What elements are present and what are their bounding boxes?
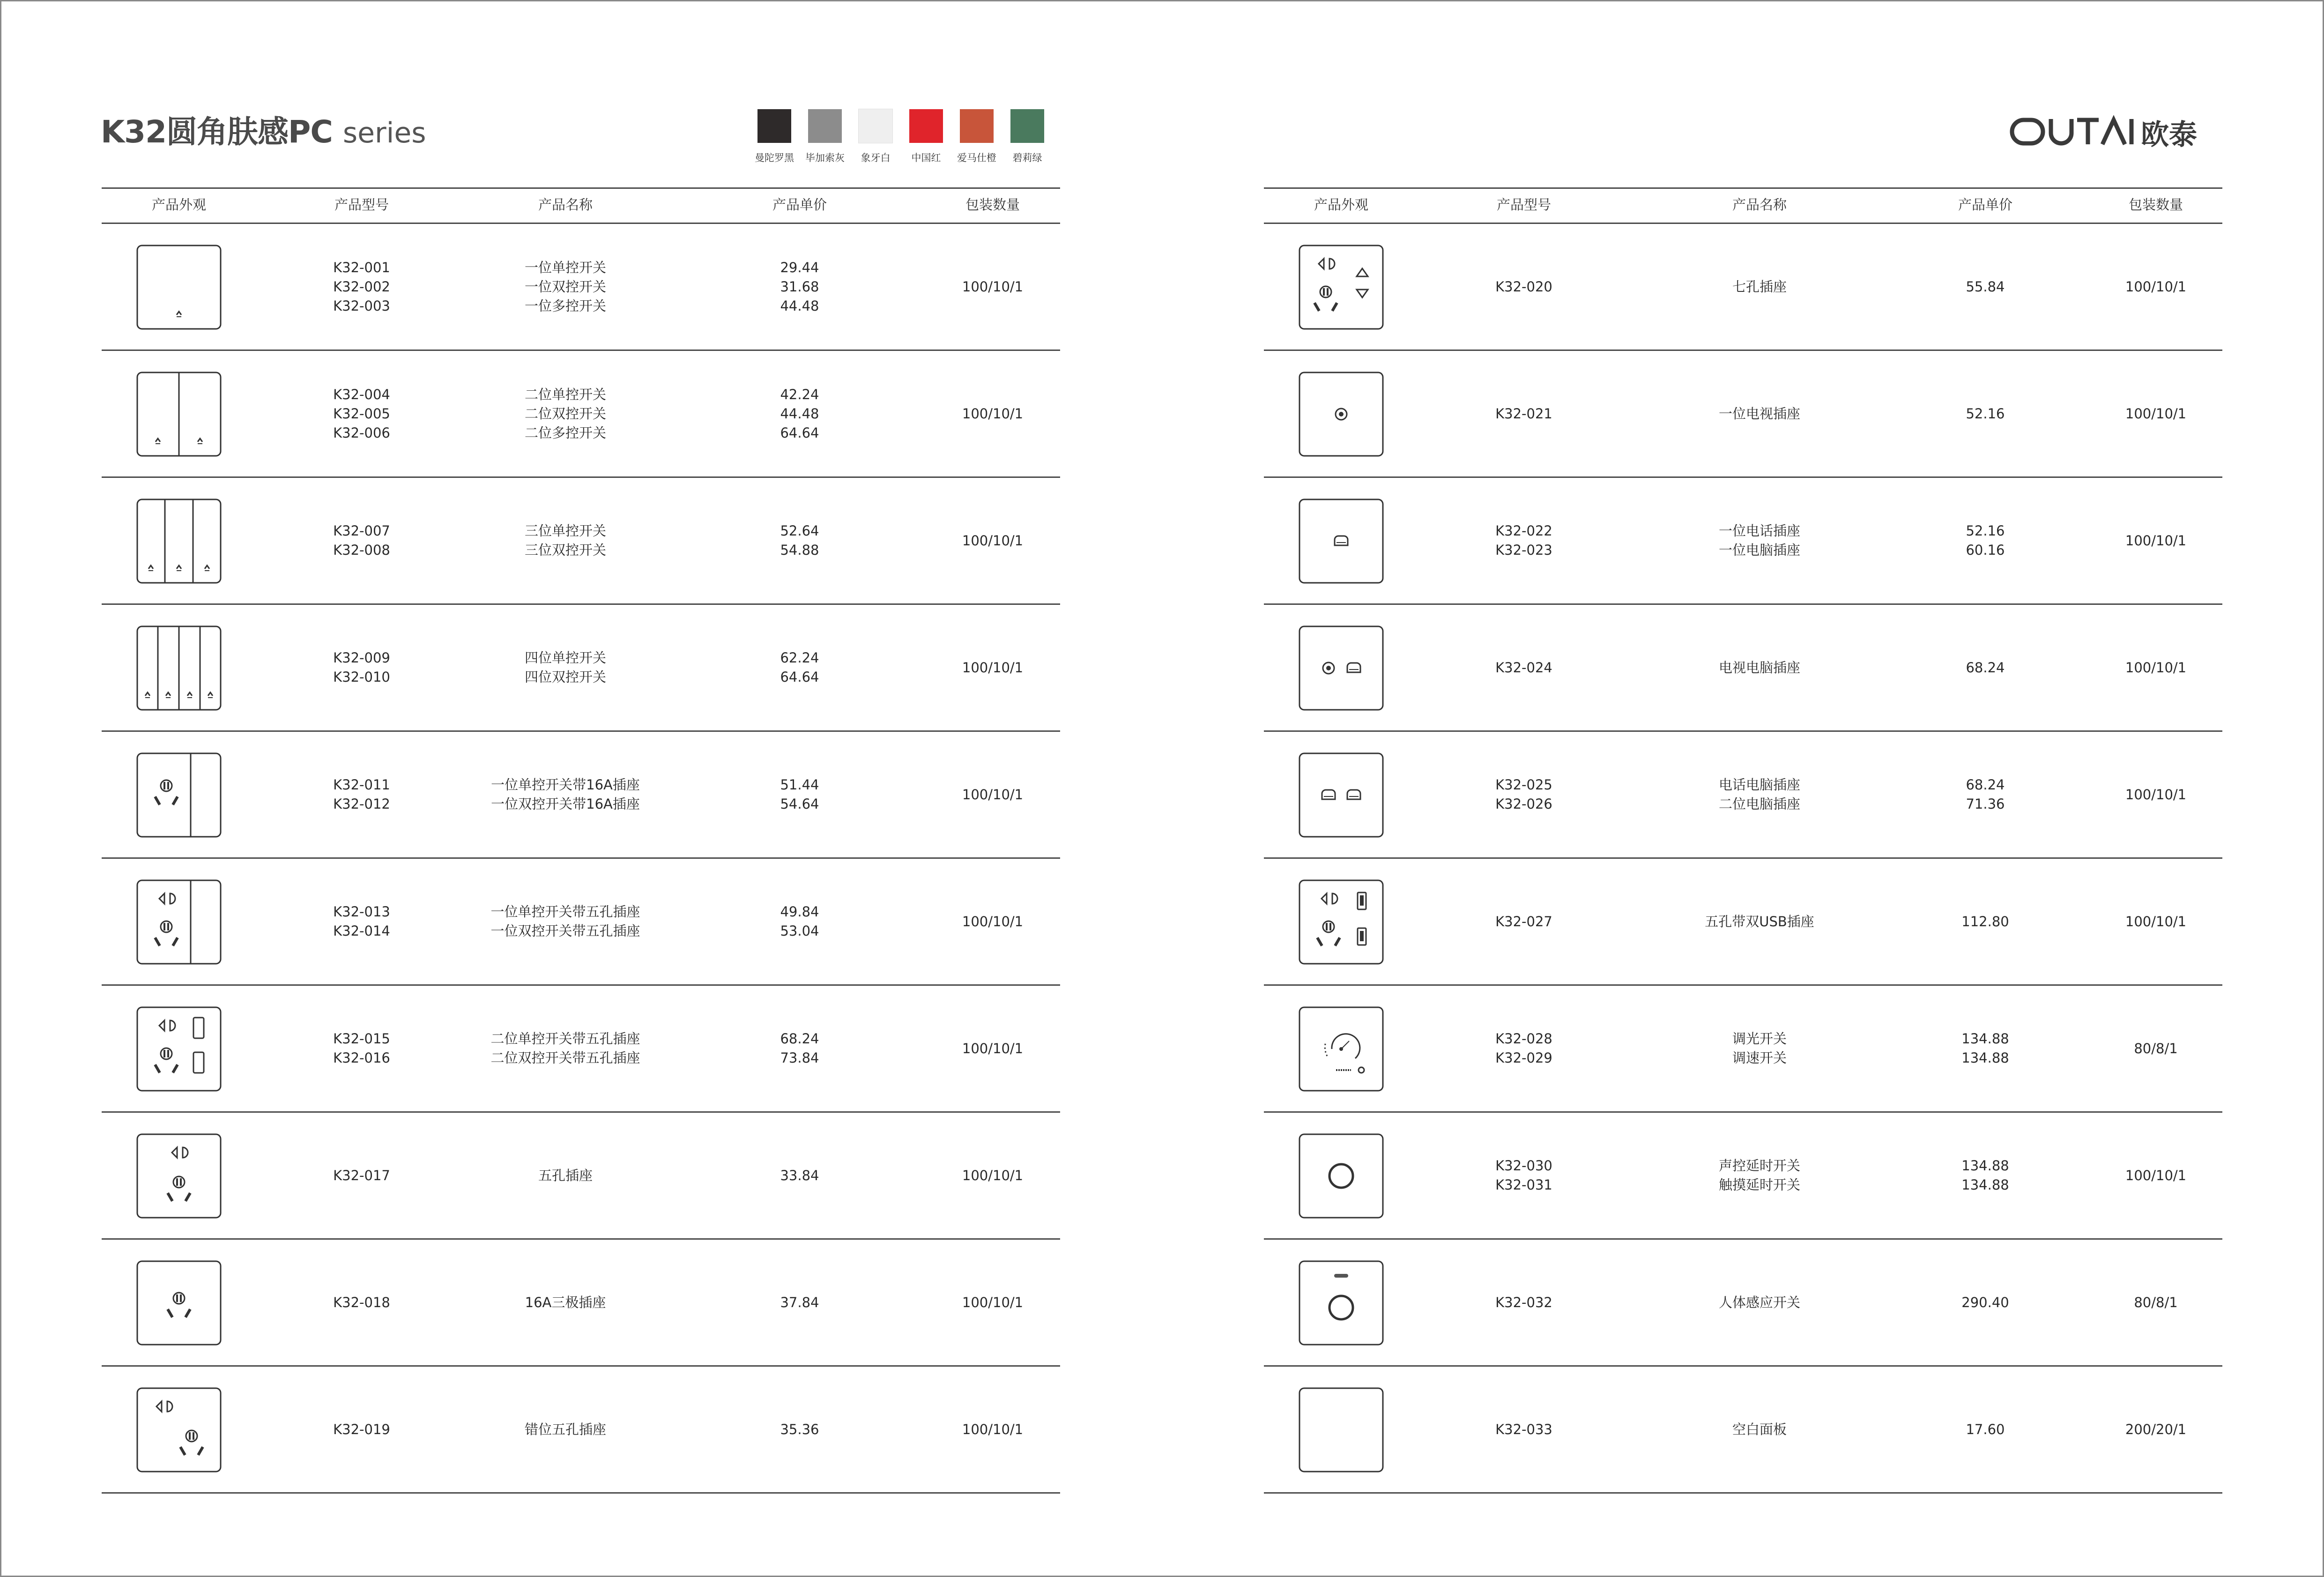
column-header: 包装数量	[965, 197, 1020, 213]
product-name: 三位双控开关	[524, 542, 607, 558]
swatch-label: 曼陀罗黑	[755, 152, 794, 164]
package-qty: 100/10/1	[2125, 405, 2187, 422]
product-name: 五孔带双USB插座	[1705, 913, 1814, 930]
switch-4-icon	[134, 624, 223, 713]
product-model: K32-024	[1495, 659, 1552, 676]
model-cell	[1495, 478, 1552, 603]
product-model: K32-019	[333, 1421, 390, 1437]
product-price: 42.24	[780, 386, 819, 402]
model-cell	[1495, 1113, 1552, 1238]
product-name: 声控延时开关	[1718, 1158, 1801, 1174]
product-name: 四位单控开关	[524, 650, 607, 666]
product-model: K32-012	[333, 796, 390, 812]
column-header: 产品型号	[1496, 197, 1552, 213]
product-price: 37.84	[780, 1294, 819, 1310]
product-model: K32-015	[333, 1031, 390, 1047]
tv-pc-icon	[1297, 624, 1386, 713]
product-model: K32-010	[333, 669, 390, 685]
price-cell	[1966, 1367, 2005, 1492]
product-price: 17.60	[1966, 1421, 2005, 1437]
price-cell	[1961, 1240, 2009, 1365]
svg-text:欧泰: 欧泰	[2141, 119, 2197, 151]
product-model: K32-008	[333, 542, 390, 558]
swatch-chip	[808, 109, 842, 143]
name-cell	[538, 1113, 593, 1238]
product-model: K32-013	[333, 904, 390, 920]
price-cell	[780, 1113, 819, 1238]
catalog-title	[101, 107, 426, 151]
product-model: K32-030	[1495, 1158, 1552, 1174]
product-model: K32-001	[333, 259, 390, 275]
model-cell	[1495, 224, 1552, 350]
price-cell	[1961, 859, 2009, 984]
swatch	[1002, 109, 1053, 164]
package-qty: 100/10/1	[962, 786, 1024, 803]
table-row	[102, 478, 1060, 605]
name-cell	[1719, 351, 1800, 476]
product-model: K32-025	[1495, 777, 1552, 793]
product-price: 55.84	[1966, 278, 2005, 295]
switch-5hole-icon	[134, 878, 223, 967]
swatch	[749, 109, 800, 164]
price-cell	[780, 605, 819, 730]
product-model: K32-032	[1495, 1294, 1552, 1310]
product-price: 29.44	[780, 259, 819, 275]
price-cell	[1961, 986, 2009, 1111]
price-cell	[1966, 732, 2005, 857]
price-cell	[1961, 1113, 2009, 1238]
name-cell	[1719, 478, 1800, 603]
product-model: K32-016	[333, 1050, 390, 1066]
package-qty: 100/10/1	[2125, 532, 2187, 549]
outai-logo	[2009, 111, 2220, 153]
table-top-rule	[102, 187, 1060, 189]
product-model: K32-002	[333, 278, 390, 295]
product-price: 35.36	[780, 1421, 819, 1437]
product-name: 二位双控开关	[524, 405, 607, 422]
table-row	[102, 224, 1060, 351]
ring-icon	[1297, 1131, 1386, 1220]
product-price: 49.84	[780, 904, 819, 920]
product-name: 五孔插座	[538, 1167, 593, 1183]
name-cell	[490, 859, 640, 984]
product-name: 一位电话插座	[1718, 523, 1801, 539]
name-cell	[525, 351, 606, 476]
model-cell	[333, 1367, 390, 1492]
name-cell	[1719, 605, 1800, 730]
price-cell	[1966, 224, 2005, 350]
swatch-label: 象牙白	[861, 152, 891, 164]
model-cell	[333, 1113, 390, 1238]
product-model: K32-026	[1495, 796, 1552, 812]
color-swatches	[749, 109, 1058, 170]
swatch	[951, 109, 1002, 164]
column-header: 产品外观	[151, 197, 207, 213]
column-header: 产品单价	[772, 197, 827, 213]
price-cell	[1966, 605, 2005, 730]
package-qty: 100/10/1	[962, 532, 1024, 549]
table-row	[102, 732, 1060, 859]
table-row	[102, 986, 1060, 1113]
price-cell	[780, 351, 819, 476]
table-row	[102, 351, 1060, 478]
name-cell	[1705, 859, 1814, 984]
switch-1-icon	[134, 243, 223, 332]
package-qty: 100/10/1	[2125, 786, 2187, 803]
column-header: 产品型号	[334, 197, 389, 213]
product-name: 错位五孔插座	[524, 1421, 607, 1437]
product-name: 调光开关	[1732, 1031, 1787, 1047]
dimmer-icon	[1297, 1004, 1386, 1093]
table-row	[1264, 1240, 2222, 1367]
product-model: K32-029	[1495, 1050, 1552, 1066]
package-qty: 100/10/1	[2125, 659, 2187, 676]
product-model: K32-021	[1495, 405, 1552, 422]
product-price: 33.84	[780, 1167, 819, 1183]
model-cell	[1495, 859, 1552, 984]
price-cell	[780, 986, 819, 1111]
table-row	[1264, 351, 2222, 478]
table-row	[1264, 1367, 2222, 1494]
name-cell	[1732, 1367, 1787, 1492]
product-price: 44.48	[780, 298, 819, 314]
model-cell	[1495, 1240, 1552, 1365]
name-cell	[525, 224, 606, 350]
product-price: 134.88	[1961, 1158, 2009, 1174]
series-title: K32圆角肤感PC	[101, 114, 333, 150]
product-price: 112.80	[1961, 913, 2009, 930]
name-cell	[1719, 1240, 1800, 1365]
product-price: 68.24	[1966, 777, 2005, 793]
package-qty: 100/10/1	[962, 1040, 1024, 1056]
tv-icon	[1297, 370, 1386, 459]
product-price: 54.88	[780, 542, 819, 558]
row-divider	[102, 1492, 1060, 1494]
product-name: 触摸延时开关	[1718, 1177, 1801, 1193]
table-row	[102, 859, 1060, 986]
product-price: 290.40	[1961, 1294, 2009, 1310]
product-model: K32-023	[1495, 542, 1552, 558]
switch-2-icon	[134, 370, 223, 459]
swatch	[850, 109, 901, 164]
table-row	[1264, 478, 2222, 605]
product-model: K32-006	[333, 424, 390, 441]
price-cell	[1966, 351, 2005, 476]
package-qty: 100/10/1	[2125, 913, 2187, 930]
name-cell	[525, 1367, 606, 1492]
product-price: 68.24	[780, 1031, 819, 1047]
product-model: K32-022	[1495, 523, 1552, 539]
name-cell	[1732, 986, 1787, 1111]
column-header: 产品外观	[1314, 197, 1369, 213]
product-model: K32-031	[1495, 1177, 1552, 1193]
model-cell	[333, 986, 390, 1111]
model-cell	[333, 478, 390, 603]
product-name: 一位双控开关带五孔插座	[490, 923, 640, 939]
table-row	[1264, 1113, 2222, 1240]
name-cell	[525, 478, 606, 603]
price-cell	[780, 1240, 819, 1365]
model-cell	[333, 605, 390, 730]
name-cell	[1719, 732, 1800, 857]
product-name: 一位双控开关带16A插座	[491, 796, 640, 812]
sensor-icon	[1297, 1258, 1386, 1347]
product-model: K32-033	[1495, 1421, 1552, 1437]
package-qty: 100/10/1	[962, 278, 1024, 295]
price-cell	[780, 1367, 819, 1492]
table-row	[1264, 986, 2222, 1113]
product-price: 134.88	[1961, 1031, 2009, 1047]
name-cell	[490, 986, 640, 1111]
table-row	[1264, 605, 2222, 732]
model-cell	[1495, 1367, 1552, 1492]
product-model: K32-018	[333, 1294, 390, 1310]
model-cell	[1495, 986, 1552, 1111]
product-model: K32-009	[333, 650, 390, 666]
swatch-chip	[757, 109, 791, 143]
product-price: 68.24	[1966, 659, 2005, 676]
offset-five-hole-icon	[134, 1385, 223, 1474]
package-qty: 100/10/1	[962, 1421, 1024, 1437]
name-cell	[525, 605, 606, 730]
package-qty: 100/10/1	[2125, 278, 2187, 295]
table-row	[1264, 224, 2222, 351]
swatch-label: 碧莉绿	[1012, 152, 1042, 164]
product-model: K32-014	[333, 923, 390, 939]
product-name: 一位双控开关	[524, 278, 607, 295]
column-header: 产品单价	[1958, 197, 2013, 213]
column-header: 产品名称	[1732, 197, 1787, 213]
switch-16a-icon	[134, 751, 223, 840]
product-price: 52.16	[1966, 523, 2005, 539]
price-cell	[780, 478, 819, 603]
product-price: 134.88	[1961, 1050, 2009, 1066]
model-cell	[333, 1240, 390, 1365]
product-price: 71.36	[1966, 796, 2005, 812]
model-cell	[1495, 351, 1552, 476]
swatch-chip	[909, 109, 943, 143]
product-model: K32-020	[1495, 278, 1552, 295]
product-price: 62.24	[780, 650, 819, 666]
package-qty: 100/10/1	[2125, 1167, 2187, 1183]
column-header: 包装数量	[2128, 197, 2183, 213]
package-qty: 100/10/1	[962, 659, 1024, 676]
product-price: 53.04	[780, 923, 819, 939]
swatch-label: 爱马仕橙	[957, 152, 996, 164]
swatch	[799, 109, 851, 164]
swatch-chip	[1010, 109, 1044, 143]
table-row	[102, 1367, 1060, 1494]
price-cell	[1966, 478, 2005, 603]
product-name: 调速开关	[1732, 1050, 1787, 1066]
product-name: 二位单控开关	[524, 386, 607, 402]
name-cell	[1719, 1113, 1800, 1238]
product-name: 一位单控开关带16A插座	[491, 777, 640, 793]
model-cell	[333, 224, 390, 350]
package-qty: 100/10/1	[962, 405, 1024, 422]
swatch-label: 中国红	[911, 152, 941, 164]
product-name: 一位单控开关	[524, 259, 607, 275]
switch2-5hole-icon	[134, 1004, 223, 1093]
table-row	[102, 1113, 1060, 1240]
product-price: 44.48	[780, 405, 819, 422]
product-model: K32-011	[333, 777, 390, 793]
five-hole-icon	[134, 1131, 223, 1220]
product-name: 四位双控开关	[524, 669, 607, 685]
product-model: K32-017	[333, 1167, 390, 1183]
product-price: 64.64	[780, 424, 819, 441]
product-model: K32-004	[333, 386, 390, 402]
price-cell	[780, 859, 819, 984]
three-pin-16a-icon	[134, 1258, 223, 1347]
swatch-chip	[960, 109, 994, 143]
package-qty: 80/8/1	[2134, 1294, 2178, 1310]
product-model: K32-005	[333, 405, 390, 422]
product-price: 64.64	[780, 669, 819, 685]
name-cell	[525, 1240, 606, 1365]
product-name: 一位电脑插座	[1718, 542, 1801, 558]
switch-3-icon	[134, 497, 223, 586]
table-row	[1264, 732, 2222, 859]
model-cell	[333, 859, 390, 984]
product-price: 52.16	[1966, 405, 2005, 422]
swatch-chip	[859, 109, 892, 143]
swatch	[900, 109, 952, 164]
product-price: 73.84	[780, 1050, 819, 1066]
product-model: K32-003	[333, 298, 390, 314]
series-subtitle: series	[342, 117, 426, 149]
product-name: 二位单控开关带五孔插座	[490, 1031, 640, 1047]
product-price: 134.88	[1961, 1177, 2009, 1193]
brand-logo	[2009, 111, 2220, 153]
package-qty: 100/10/1	[962, 1294, 1024, 1310]
swatch-label: 毕加索灰	[805, 152, 845, 164]
product-name: 一位单控开关带五孔插座	[490, 904, 640, 920]
model-cell	[333, 732, 390, 857]
product-price: 31.68	[780, 278, 819, 295]
product-name: 人体感应开关	[1718, 1294, 1801, 1310]
product-model: K32-007	[333, 523, 390, 539]
product-name: 电视电脑插座	[1718, 659, 1801, 676]
package-qty: 80/8/1	[2134, 1040, 2178, 1056]
product-name: 一位多控开关	[524, 298, 607, 314]
model-cell	[333, 351, 390, 476]
product-name: 二位双控开关带五孔插座	[490, 1050, 640, 1066]
product-name: 三位单控开关	[524, 523, 607, 539]
blank-icon	[1297, 1385, 1386, 1474]
pc-pc-icon	[1297, 751, 1386, 840]
table-row	[102, 1240, 1060, 1367]
product-model: K32-027	[1495, 913, 1552, 930]
product-price: 54.64	[780, 796, 819, 812]
product-name: 二位多控开关	[524, 424, 607, 441]
row-divider	[1264, 1492, 2222, 1494]
product-name: 二位电脑插座	[1718, 796, 1801, 812]
package-qty: 200/20/1	[2125, 1421, 2187, 1437]
product-price: 51.44	[780, 777, 819, 793]
price-cell	[780, 732, 819, 857]
product-name: 16A三极插座	[525, 1294, 606, 1310]
product-name: 空白面板	[1732, 1421, 1787, 1437]
package-qty: 100/10/1	[962, 913, 1024, 930]
package-qty: 100/10/1	[962, 1167, 1024, 1183]
product-name: 七孔插座	[1732, 278, 1787, 295]
product-price: 60.16	[1966, 542, 2005, 558]
table-top-rule	[1264, 187, 2222, 189]
model-cell	[1495, 605, 1552, 730]
model-cell	[1495, 732, 1552, 857]
seven-hole-icon	[1297, 243, 1386, 332]
name-cell	[1732, 224, 1787, 350]
table-row	[102, 605, 1060, 732]
table-row	[1264, 859, 2222, 986]
product-name: 电话电脑插座	[1718, 777, 1801, 793]
product-name: 一位电视插座	[1718, 405, 1801, 422]
name-cell	[491, 732, 640, 857]
column-header: 产品名称	[538, 197, 593, 213]
five-hole-usb-icon	[1297, 878, 1386, 967]
product-model: K32-028	[1495, 1031, 1552, 1047]
phone-icon	[1297, 497, 1386, 586]
price-cell	[780, 224, 819, 350]
product-price: 52.64	[780, 523, 819, 539]
